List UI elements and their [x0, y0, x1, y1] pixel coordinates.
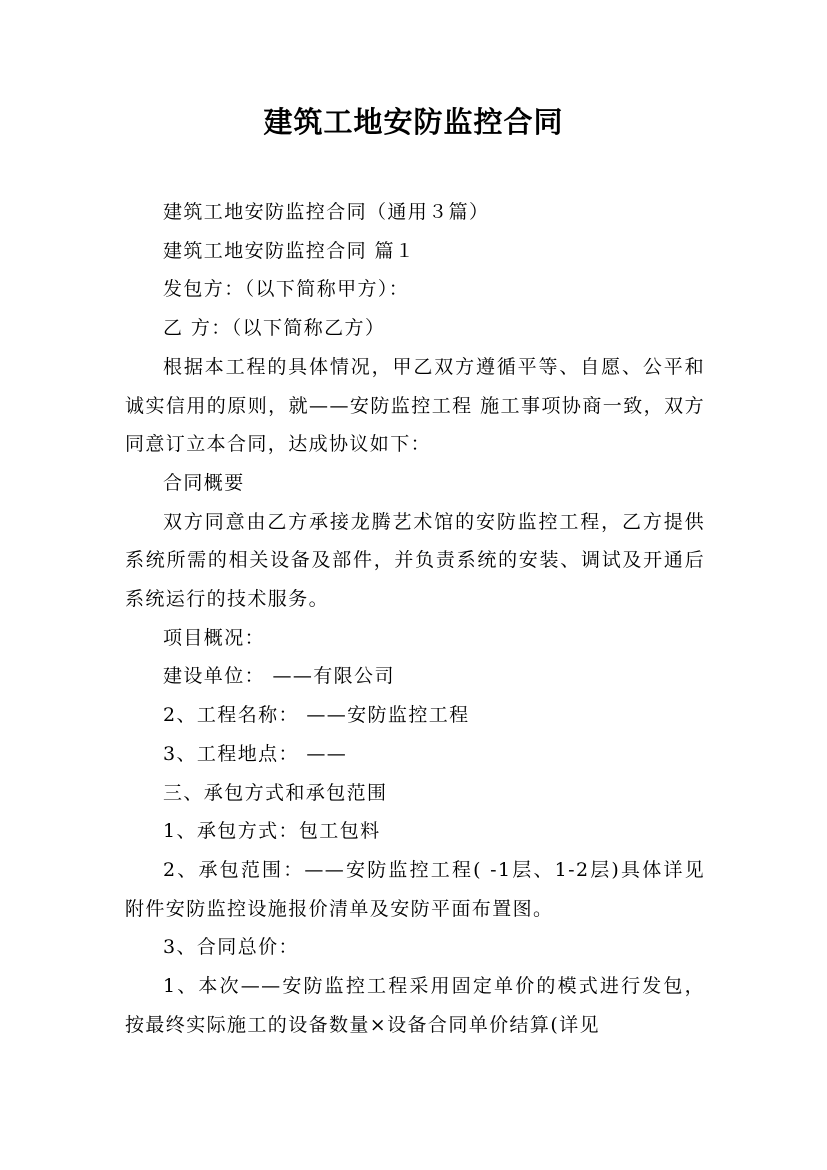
- paragraph-contract-summary-heading: 合同概要: [163, 471, 245, 494]
- paragraph-total-price-heading: 3、合同总价：: [163, 936, 299, 959]
- paragraph-preamble: 根据本工程的具体情况，甲乙双方遵循平等、自愿、公平和诚实信用的原则，就——安防监控工程 施工事项协商一致，双方同意订立本合同，达成协议如下：: [125, 355, 705, 456]
- paragraph-contracting-method: 1、承包方式：包工包料: [163, 820, 381, 843]
- paragraph-party-a: 发包方：（以下简称甲方）：: [163, 278, 410, 301]
- paragraph-contract-summary: 双方同意由乙方承接龙腾艺术馆的安防监控工程，乙方提供系统所需的相关设备及部件，并负责系统的安装、调试及开通后系统运行的技术服务。: [125, 510, 705, 611]
- paragraph-project-overview-heading: 项目概况：: [163, 626, 266, 649]
- paragraph-pricing-terms: 1、本次——安防监控工程采用固定单价的模式进行发包，按最终实际施工的设备数量×设备合同单价结算(详见: [125, 975, 705, 1036]
- paragraph-builder: 建设单位： ——有限公司: [163, 665, 395, 688]
- paragraph-subtitle: 建筑工地安防监控合同（通用３篇）: [163, 201, 490, 223]
- paragraph-contracting-scope: 2、承包范围：——安防监控工程( -1层、1-2层)具体详见附件安防监控设施报价清单及安防平面布置图。: [125, 858, 705, 920]
- paragraph-project-name: 2、工程名称： ——安防监控工程: [163, 704, 470, 727]
- paragraph-section-heading: 建筑工地安防监控合同 篇１: [163, 239, 416, 262]
- paragraph-party-b: 乙 方：（以下简称乙方）: [163, 317, 386, 340]
- paragraph-contracting-heading: 三、承包方式和承包范围: [163, 781, 388, 804]
- paragraph-project-location: 3、工程地点： ——: [163, 742, 348, 765]
- document-body: [125, 193, 705, 1044]
- document-title: 建筑工地安防监控合同: [263, 105, 564, 139]
